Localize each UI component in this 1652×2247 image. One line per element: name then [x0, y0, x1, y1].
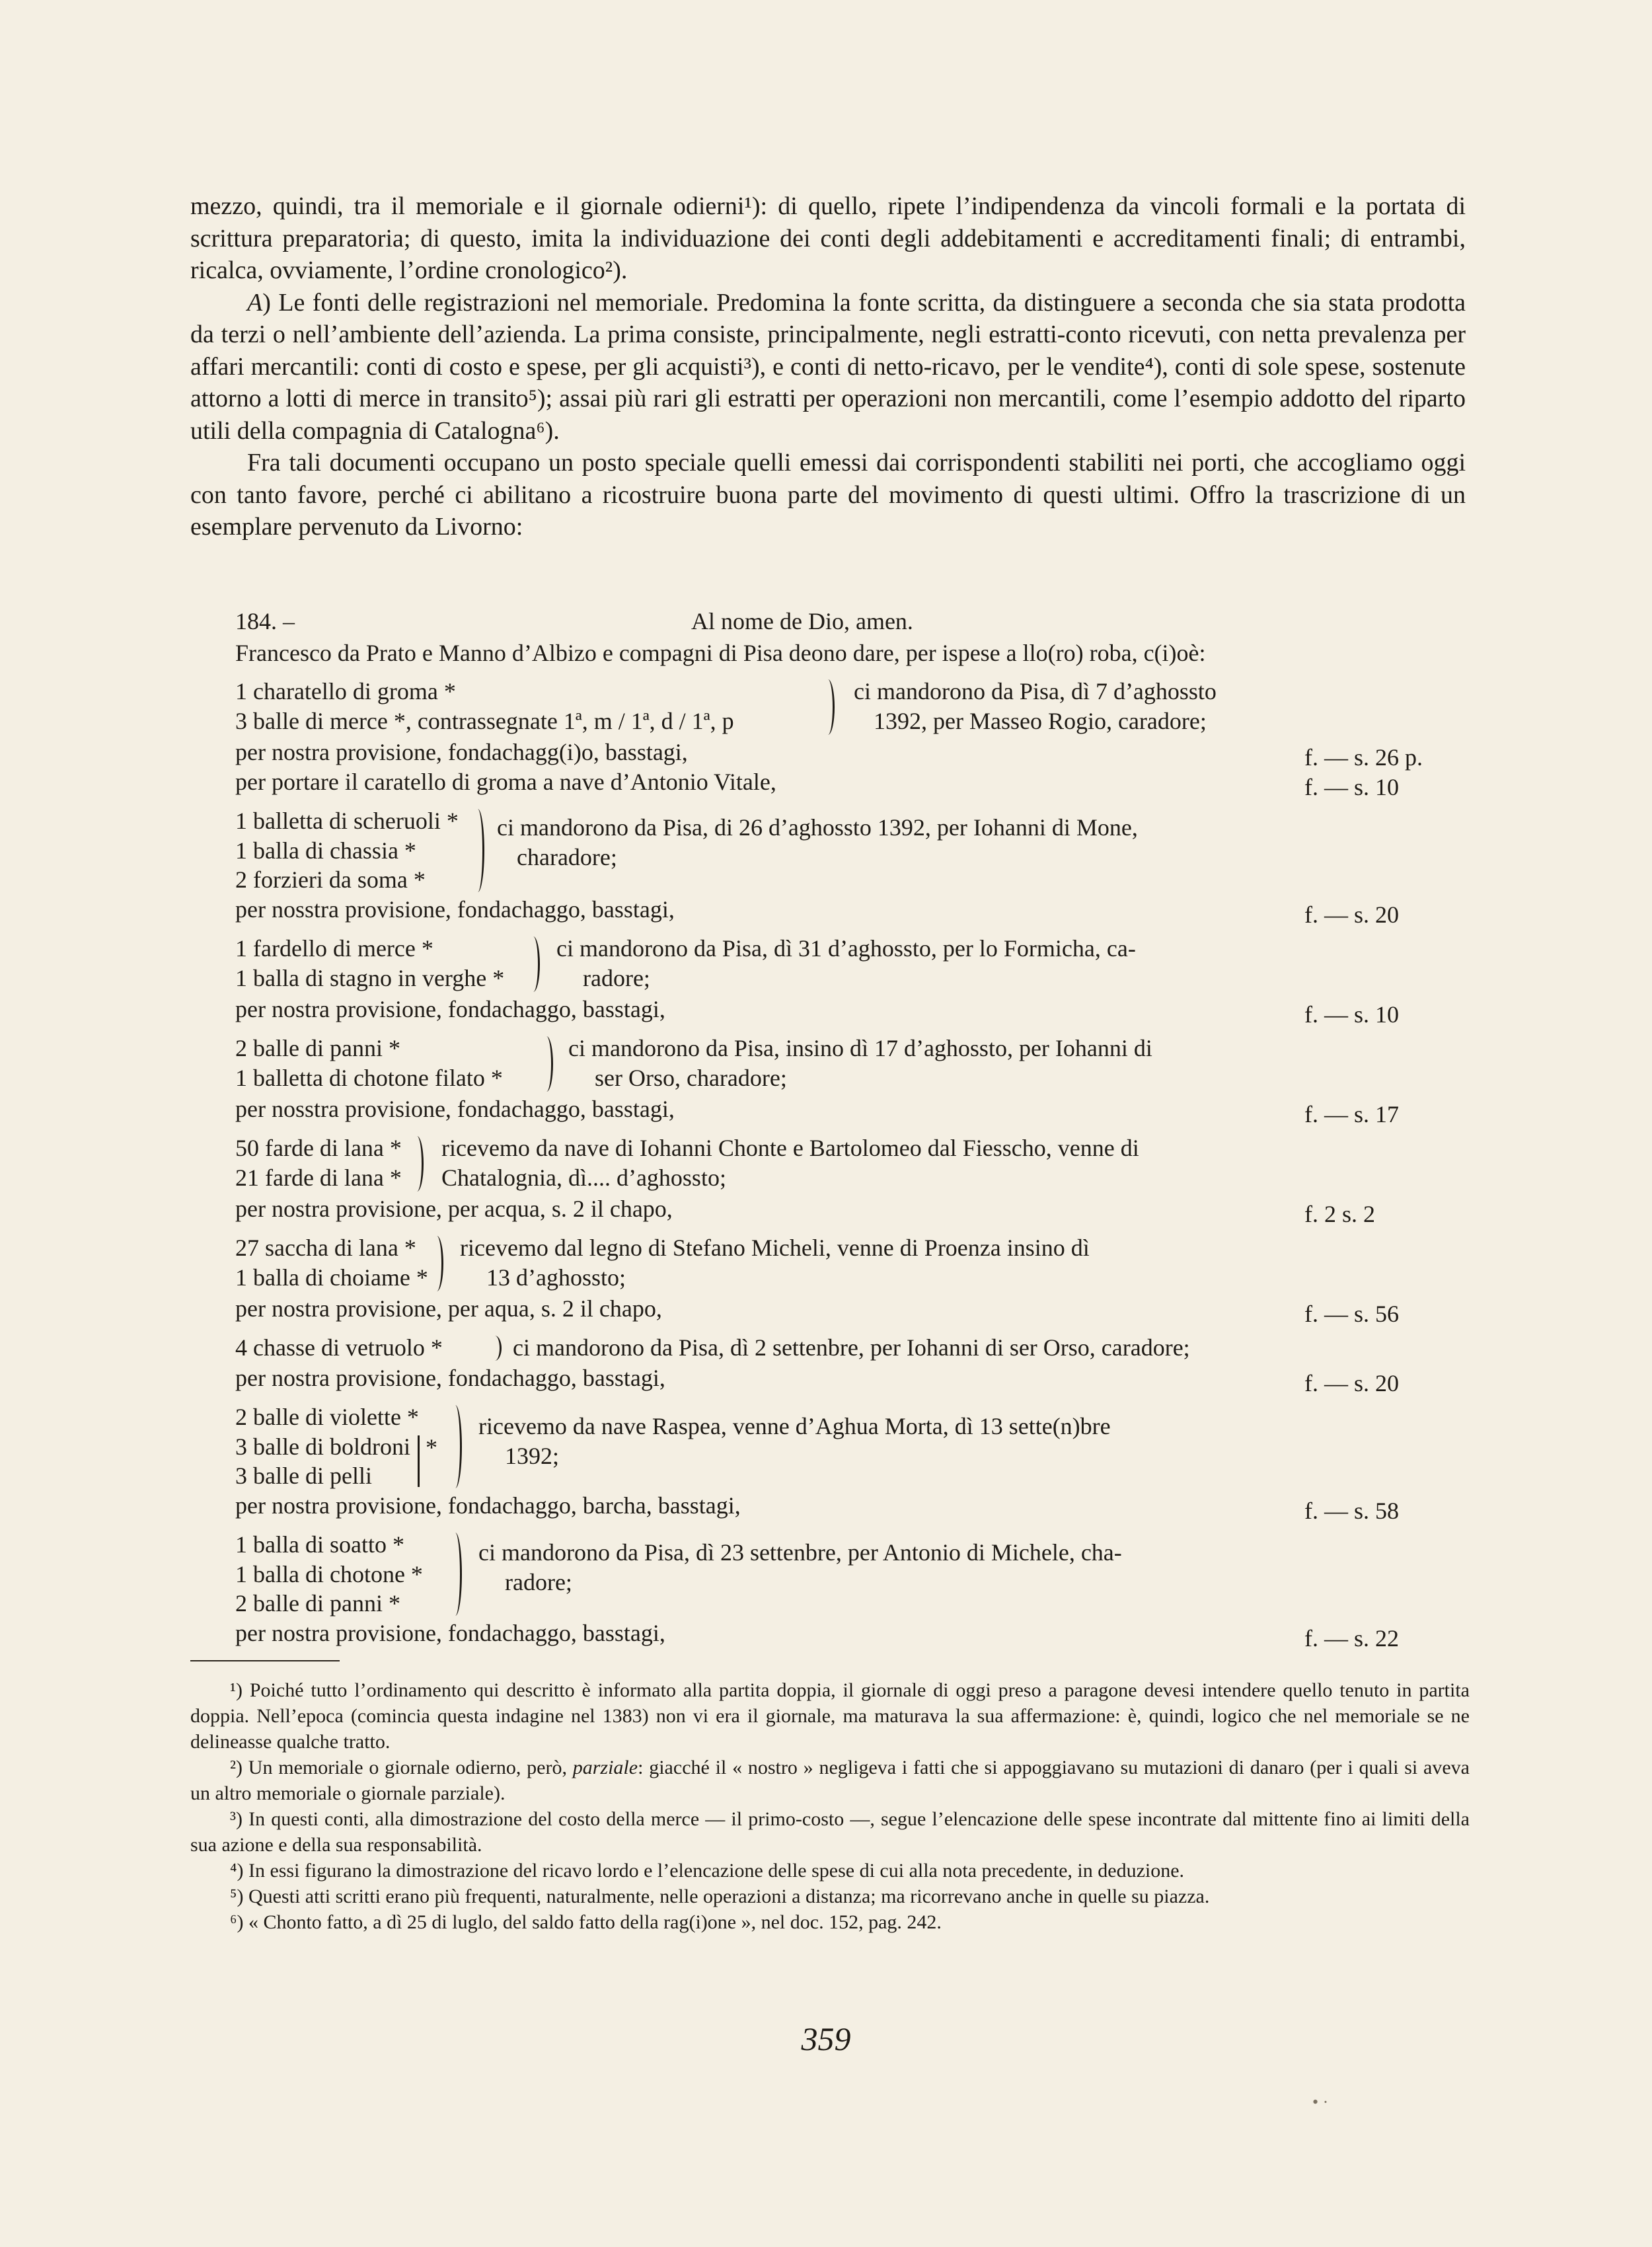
- brace: [445, 1533, 462, 1616]
- brace: [485, 1336, 502, 1361]
- provision-text: per nostra provisione, per aqua, s. 2 il chapo,: [235, 1295, 662, 1322]
- provision-text: per nostra provisione, fondachaggo, basstagi,: [235, 1365, 665, 1391]
- paragraph-2-text: ) Le fonti delle registrazioni nel memoriale. Predomina la fonte scritta, da distinguere a seconda che sia stata prodotta da terzi o nell’ambiente dell’azienda. La prima consiste, principalmente, negli estratti-conto ricevuti, con netta prevalenza per affari mercantili: conti di costo e spese, per gli acquisti³), e conti di netto-ricavo, per le vendite⁴), conti di sole spese, sostenute attorno a lotti di merce in transito⁵); assai più rari gli estratti per operazioni non mercantili, come l’esempio addotto del riparto utili della compagnia di Catalogna⁶).: [190, 288, 1466, 445]
- amount: f. — s. 22: [1304, 1625, 1399, 1652]
- entry-description: [478, 1412, 1111, 1470]
- description-line: radore;: [583, 964, 650, 991]
- item-star: *: [426, 1434, 437, 1461]
- provision-text: per nostra provisione, per acqua, s. 2 il chapo,: [235, 1196, 673, 1222]
- entry-description: [568, 1034, 1152, 1092]
- amount: f. — s. 10: [1304, 774, 1399, 800]
- amount: f. 2 s. 2: [1304, 1201, 1375, 1227]
- description-line: ci mandorono da Pisa, insino dì 17 d’aghossto, per Iohanni di: [568, 1035, 1152, 1061]
- entry-description: [460, 1233, 1090, 1292]
- item: 3 balle di boldroni: [235, 1433, 410, 1460]
- document-heading: [235, 607, 1478, 638]
- item: 2 balle di panni *: [235, 1035, 400, 1061]
- entry-items: [235, 1333, 443, 1363]
- description-line: charadore;: [517, 843, 617, 870]
- entry-items: [235, 1133, 402, 1192]
- amount: f. — s. 20: [1304, 1370, 1399, 1396]
- item: 1 balla di chotone *: [235, 1560, 423, 1587]
- description-line: 1392;: [505, 1442, 560, 1469]
- entry-description: [478, 1538, 1122, 1597]
- amount: f. — s. 26 p.: [1304, 744, 1423, 771]
- entry-items: [235, 1233, 428, 1292]
- entry-description: [556, 934, 1136, 993]
- amount: f. — s. 17: [1304, 1101, 1399, 1127]
- entry-4: [235, 1034, 1478, 1094]
- entry-1: [235, 677, 1478, 738]
- entry-items: [235, 934, 504, 993]
- provision-text: per nosstra provisione, fondachaggo, basstagi,: [235, 1096, 675, 1122]
- footnote-1: ¹) Poiché tutto l’ordinamento qui descritto è informato alla partita doppia, il giornale di oggi preso a paragone devesi intendere quello tenuto in partita doppia. Nell’epoca (comincia questa indagine nel 1383) non vi era il giornale, ma maturava la sua affermazione: è, quindi, logico che nel memoriale se ne delineasse qualche tratto.: [190, 1679, 1470, 1753]
- provision-line: [235, 767, 1478, 800]
- section-letter: A: [247, 288, 263, 317]
- entry-2: [235, 806, 1478, 895]
- description-line: ricevemo dal legno di Stefano Micheli, venne di Proenza insino dì: [460, 1235, 1090, 1261]
- provision-line: [235, 895, 1478, 928]
- paragraph-3: Fra tali documenti occupano un posto speciale quelli emessi dai corrispondenti stabiliti nei porti, che accogliamo oggi con tanto favore, perché ci abilitano a ricostruire buona parte del movimento di questi ultimi. Offro la trascrizione di un esemplare pervenuto da Livorno:: [190, 449, 1466, 541]
- item: 21 farde di lana *: [235, 1164, 402, 1191]
- item: 1 balla di chassia *: [235, 837, 416, 864]
- entry-items: [235, 1034, 503, 1092]
- provision-line: [235, 738, 1478, 771]
- provision-text: per nostra provisione, fondachaggo, barcha, basstagi,: [235, 1492, 741, 1519]
- item: 3 balle di merce *, contrassegnate 1ª, m / 1ª, d / 1ª, p: [235, 707, 734, 734]
- description-line: ser Orso, charadore;: [595, 1064, 787, 1091]
- provision-line: [235, 995, 1478, 1028]
- brace: [445, 1405, 462, 1488]
- brace: [818, 679, 835, 735]
- entry-items: [235, 677, 734, 736]
- footnote-2-text: : giacché il « nostro » negligeva i fatti che si appoggiavano su mutazioni di danaro (per i quali si aveva un altro memoriale o giornale parziale).: [190, 1757, 1470, 1804]
- provision-line: [235, 1619, 1478, 1652]
- entry-description: [854, 677, 1217, 736]
- document-number: 184. –: [235, 608, 295, 634]
- brace: [407, 1136, 424, 1192]
- entry-description: [441, 1133, 1139, 1192]
- provision-text: per nostra provisione, fondachagg(i)o, basstagi,: [235, 739, 688, 765]
- provision-line: [235, 1194, 1478, 1227]
- description-line: 13 d’aghossto;: [486, 1264, 626, 1291]
- provision-text: per portare il caratello di groma a nave d’Antonio Vitale,: [235, 769, 776, 795]
- item: 27 saccha di lana *: [235, 1235, 416, 1261]
- body-text: [190, 190, 1466, 543]
- item: 1 balla di soatto *: [235, 1531, 404, 1558]
- description-line: ci mandorono da Pisa, dì 31 d’aghossto, per lo Formicha, ca-: [556, 935, 1136, 962]
- entry-items: [235, 1402, 419, 1491]
- paragraph-1: mezzo, quindi, tra il memoriale e il giornale odierni¹): di quello, ripete l’indipendenza da vincoli formali e la portata di scrittura preparatoria; di questo, imita la individuazione dei conti degli addebitamenti e accreditamenti finali; di entrambi, ricalca, ovviamente, l’ordine cronologico²).: [190, 192, 1466, 284]
- transcribed-document: [235, 607, 1478, 1652]
- description-line: ci mandorono da Pisa, dì 7 d’aghossto: [854, 678, 1217, 705]
- item: 1 fardello di merce *: [235, 935, 433, 962]
- entry-6: [235, 1233, 1478, 1294]
- footnote-6: ⁶) « Chonto fatto, a dì 25 di luglo, del saldo fatto della rag(i)one », nel doc. 152, pag. 242.: [230, 1911, 942, 1933]
- brace: [427, 1236, 443, 1291]
- amount: f. — s. 20: [1304, 901, 1399, 928]
- entry-7: [235, 1333, 1478, 1363]
- footnote-rule: [190, 1660, 340, 1661]
- footnote-2-emphasis: parziale: [572, 1757, 638, 1778]
- document-intro: Francesco da Prato e Manno d’Albizo e compagni di Pisa deono dare, per ispese a llo(ro) roba, c(i)oè:: [235, 640, 1206, 666]
- provision-line: [235, 1363, 1478, 1396]
- description-line: ci mandorono da Pisa, dì 2 settenbre, per Iohanni di ser Orso, caradore;: [513, 1334, 1190, 1361]
- entry-3: [235, 934, 1478, 995]
- item: 1 balletta di scheruoli *: [235, 808, 459, 834]
- item: 1 charatello di groma *: [235, 678, 456, 705]
- item: 1 balletta di chotone filato *: [235, 1064, 503, 1091]
- brace: [414, 1435, 420, 1487]
- amount: f. — s. 58: [1304, 1498, 1399, 1524]
- printer-mark: • ·: [1312, 2092, 1329, 2112]
- description-line: 1392, per Masseo Rogio, caradore;: [874, 707, 1207, 734]
- entry-8: [235, 1402, 1478, 1491]
- provision-text: per nosstra provisione, fondachaggo, basstagi,: [235, 896, 675, 923]
- footnote-2: [190, 1755, 1470, 1806]
- footnote-5: ⁵) Questi atti scritti erano più frequenti, naturalmente, nelle operazioni a distanza; ma ricorrevano anche in quelle su piazza.: [230, 1885, 1210, 1907]
- item: 1 balla di choiame *: [235, 1264, 428, 1291]
- document-invocation: Al nome de Dio, amen.: [691, 608, 913, 634]
- page-number: 359: [801, 2020, 851, 2057]
- brace: [523, 936, 540, 992]
- description-line: ci mandorono da Pisa, di 26 d’aghossto 1392, per Iohanni di Mone,: [497, 814, 1138, 841]
- provision-line: [235, 1491, 1478, 1524]
- provision-text: per nostra provisione, fondachaggo, basstagi,: [235, 996, 665, 1022]
- footnote-4: ⁴) In essi figurano la dimostrazione del ricavo lordo e l’elencazione delle spese di cui alla nota precedente, in deduzione.: [230, 1860, 1185, 1882]
- entry-items: [235, 1530, 423, 1619]
- description-line: radore;: [505, 1568, 572, 1595]
- provision-line: [235, 1094, 1478, 1127]
- item: 3 balle di pelli: [235, 1463, 372, 1489]
- entry-9: [235, 1530, 1478, 1619]
- item: 2 balle di violette *: [235, 1404, 419, 1430]
- paragraph-2: [190, 287, 1466, 447]
- entry-description: [497, 813, 1138, 872]
- item: 1 balla di stagno in verghe *: [235, 964, 505, 991]
- item: 4 chasse di vetruolo *: [235, 1334, 443, 1361]
- entry-description: [513, 1333, 1190, 1363]
- item: 2 balle di panni *: [235, 1590, 400, 1617]
- description-line: ricevemo da nave Raspea, venne d’Aghua Morta, dì 13 sette(n)bre: [478, 1413, 1111, 1439]
- item: 2 forzieri da soma *: [235, 866, 426, 893]
- brace: [537, 1036, 553, 1092]
- footnote-2-text: ²) Un memoriale o giornale odierno, però,: [230, 1757, 573, 1778]
- entry-items: [235, 806, 459, 895]
- brace: [468, 809, 484, 892]
- provision-text: per nostra provisione, fondachaggo, basstagi,: [235, 1620, 665, 1646]
- footnote-3: ³) In questi conti, alla dimostrazione del costo della merce — il primo-costo —, segue l’elencazione delle spese incontrate dal mittente fino ai limiti della sua azione e della sua responsabilità.: [190, 1808, 1470, 1856]
- footnotes: [190, 1677, 1470, 1935]
- description-line: ci mandorono da Pisa, dì 23 settenbre, per Antonio di Michele, cha-: [478, 1539, 1122, 1566]
- item: 50 farde di lana *: [235, 1135, 402, 1161]
- amount: f. — s. 56: [1304, 1301, 1399, 1327]
- provision-line: [235, 1294, 1478, 1327]
- description-line: Chatalognia, dì.... d’aghossto;: [441, 1164, 726, 1191]
- description-line: ricevemo da nave di Iohanni Chonte e Bartolomeo dal Fiesscho, venne di: [441, 1135, 1139, 1161]
- entry-5: [235, 1133, 1478, 1194]
- amount: f. — s. 10: [1304, 1001, 1399, 1028]
